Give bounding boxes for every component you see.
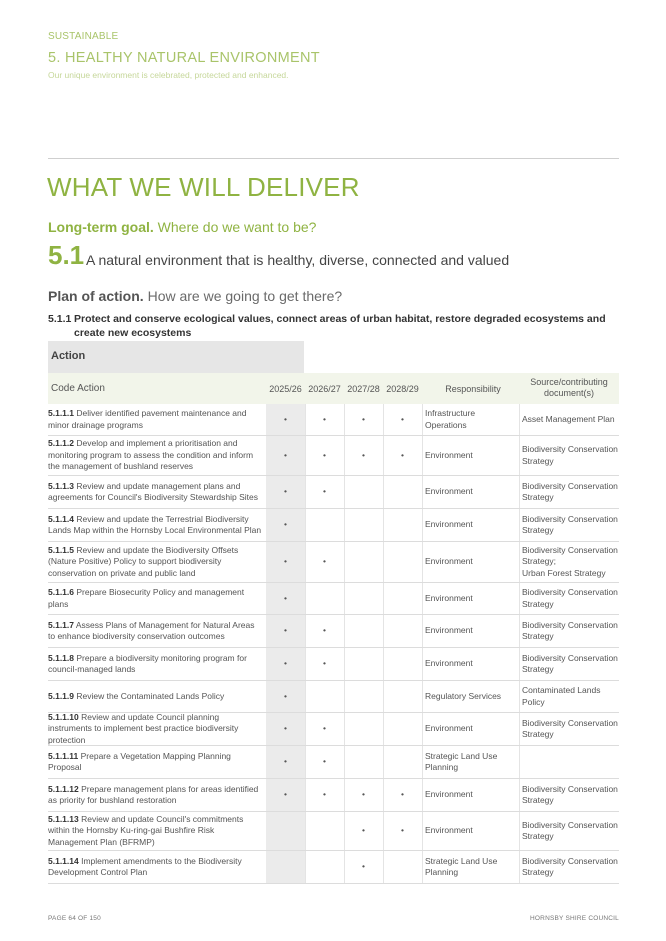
- column-divider: [305, 615, 306, 647]
- goal-question: Where do we want to be?: [153, 219, 317, 235]
- year-2-cell: [305, 615, 344, 647]
- responsibility-cell: Strategic Land Use Planning: [425, 855, 498, 877]
- action-text: Review the Contaminated Lands Policy: [74, 690, 225, 701]
- column-divider: [519, 746, 520, 778]
- year-1-cell: [266, 713, 305, 745]
- year-1-cell: [266, 746, 305, 778]
- column-divider: [422, 779, 423, 811]
- action-text: Review and update the Biodiversity Offsets (Nature Positive) Policy to support biodiversity conservation on private and public land: [48, 544, 239, 578]
- year-4-cell: [383, 476, 422, 508]
- action-cell: [48, 681, 262, 712]
- year-2-cell: [305, 436, 344, 475]
- year-2-cell: [305, 851, 344, 883]
- year-3-cell: [344, 851, 383, 883]
- column-divider: [344, 436, 345, 475]
- scheduled-bullet-icon: •: [323, 413, 326, 424]
- action-cell: [48, 812, 262, 850]
- scheduled-bullet-icon: •: [323, 756, 326, 767]
- table-row: [48, 509, 619, 542]
- action-code: 5.1.1.6: [48, 587, 74, 597]
- column-divider: [305, 583, 306, 614]
- column-divider: [344, 509, 345, 541]
- table-row: [48, 746, 619, 779]
- action-text: Review and update the Terrestrial Biodiversity Lands Map within the Hornsby Local Environmental Plan: [48, 513, 262, 535]
- column-divider: [519, 583, 520, 614]
- objective-text: A natural environment that is healthy, diverse, connected and valued: [86, 252, 510, 268]
- action-text: Deliver identified pavement maintenance and minor drainage programs: [48, 408, 247, 430]
- year-3-cell: [344, 681, 383, 712]
- column-divider: [519, 542, 520, 582]
- year-4-cell: [383, 746, 422, 778]
- year-2-cell: [305, 779, 344, 811]
- action-description: [48, 653, 262, 676]
- scheduled-bullet-icon: •: [323, 625, 326, 636]
- source-document-cell: Biodiversity Conservation Strategy: [522, 444, 618, 466]
- scheduled-bullet-icon: •: [362, 449, 365, 460]
- year-2-cell: [305, 583, 344, 614]
- year-4-cell: [383, 713, 422, 745]
- column-divider: [383, 615, 384, 647]
- scheduled-bullet-icon: •: [284, 789, 287, 800]
- action-text: Prepare management plans for areas identified as priority for bushland restoration: [48, 783, 259, 805]
- year-2-cell: [305, 542, 344, 582]
- action-description: [48, 784, 262, 807]
- column-divider: [422, 615, 423, 647]
- responsibility-cell: Regulatory Services: [425, 690, 502, 701]
- source-document-cell: Biodiversity Conservation Strategy: [522, 783, 618, 805]
- action-code: 5.1.1.9: [48, 690, 74, 701]
- action-description: [48, 751, 262, 774]
- source-document-cell: Biodiversity Conservation Strategy: [522, 717, 618, 739]
- column-divider: [383, 812, 384, 850]
- year-4-cell: [383, 615, 422, 647]
- column-divider: [519, 779, 520, 811]
- column-divider: [519, 615, 520, 647]
- scheduled-bullet-icon: •: [284, 486, 287, 497]
- responsibility-cell: Environment: [425, 449, 473, 460]
- year-4-cell: [383, 681, 422, 712]
- column-divider: [383, 713, 384, 745]
- column-divider: [422, 713, 423, 745]
- column-divider: [383, 779, 384, 811]
- action-code: 5.1.1.11: [48, 750, 79, 761]
- column-divider: [383, 648, 384, 680]
- column-divider: [344, 615, 345, 647]
- scheduled-bullet-icon: •: [284, 556, 287, 567]
- action-text: Implement amendments to the Biodiversity Development Control Plan: [48, 855, 242, 877]
- action-description: [48, 514, 262, 537]
- scheduled-bullet-icon: •: [401, 449, 404, 460]
- year-3-cell: [344, 436, 383, 475]
- header-year-2: 2026/27: [308, 384, 341, 394]
- goal-label: Long-term goal.: [48, 219, 154, 235]
- column-divider: [344, 542, 345, 582]
- year-1-cell: [266, 648, 305, 680]
- table-row: [48, 648, 619, 681]
- responsibility-cell: Environment: [425, 658, 473, 669]
- column-divider: [344, 476, 345, 508]
- year-4-cell: [383, 851, 422, 883]
- action-cell: [48, 404, 262, 435]
- column-divider: [422, 681, 423, 712]
- year-4-cell: [383, 542, 422, 582]
- action-code: 5.1.1.2: [48, 438, 74, 449]
- year-1-cell: [266, 404, 305, 435]
- year-1-cell: [266, 615, 305, 647]
- column-divider: [344, 779, 345, 811]
- year-4-cell: [383, 812, 422, 850]
- column-divider: [422, 746, 423, 778]
- year-3-cell: [344, 713, 383, 745]
- action-cell: [48, 436, 262, 475]
- action-cell: [48, 509, 262, 541]
- source-document-cell: [522, 746, 619, 778]
- column-divider: [344, 583, 345, 614]
- year-4-cell: [383, 509, 422, 541]
- column-divider: [422, 583, 423, 614]
- year-1-cell: [266, 542, 305, 582]
- year-4-cell: [383, 779, 422, 811]
- scheduled-bullet-icon: •: [323, 449, 326, 460]
- table-header: [48, 373, 619, 404]
- year-2-cell: [305, 713, 344, 745]
- column-divider: [422, 436, 423, 475]
- year-4-cell: [383, 404, 422, 435]
- table-row: [48, 779, 619, 812]
- year-3-cell: [344, 509, 383, 541]
- column-divider: [383, 436, 384, 475]
- scheduled-bullet-icon: •: [362, 789, 365, 800]
- action-text: Review and update Council planning instruments to implement best practice biodiversity protection: [48, 711, 239, 745]
- source-document-cell: Biodiversity Conservation Strategy: [522, 855, 618, 877]
- table-row: [48, 476, 619, 509]
- year-3-cell: [344, 583, 383, 614]
- action-description: [48, 438, 262, 473]
- scheduled-bullet-icon: •: [362, 413, 365, 424]
- divider: [48, 158, 619, 159]
- column-divider: [344, 404, 345, 435]
- column-divider: [519, 436, 520, 475]
- year-2-cell: [305, 681, 344, 712]
- column-divider: [383, 583, 384, 614]
- action-code: 5.1.1.14: [48, 855, 79, 866]
- action-code: 5.1.1.3: [48, 480, 74, 491]
- action-cell: [48, 583, 262, 614]
- column-divider: [519, 851, 520, 883]
- column-divider: [305, 851, 306, 883]
- scheduled-bullet-icon: •: [323, 556, 326, 567]
- action-text: Review and update management plans and agreements for Council's Biodiversity Stewardship Sites: [48, 480, 258, 502]
- scheduled-bullet-icon: •: [401, 825, 404, 836]
- table-row: [48, 615, 619, 648]
- year-2-cell: [305, 404, 344, 435]
- column-divider: [383, 509, 384, 541]
- action-description: [48, 856, 262, 879]
- action-description: [48, 587, 262, 610]
- goal-heading: [48, 219, 316, 235]
- action-description: [48, 545, 262, 580]
- column-divider: [383, 851, 384, 883]
- column-divider: [519, 404, 520, 435]
- column-divider: [519, 713, 520, 745]
- action-code: 5.1.1.10: [48, 711, 79, 722]
- action-cell: [48, 648, 262, 680]
- action-cell: [48, 746, 262, 778]
- year-1-cell: [266, 779, 305, 811]
- column-divider: [305, 476, 306, 508]
- action-cell: [48, 779, 262, 811]
- year-3-cell: [344, 779, 383, 811]
- scheduled-bullet-icon: •: [284, 413, 287, 424]
- year-1-cell: [266, 851, 305, 883]
- action-text: Develop and implement a prioritisation and monitoring program to assess the condition and inform the management of bushland reserves: [48, 438, 254, 472]
- action-cell: [48, 851, 262, 883]
- responsibility-cell: Environment: [425, 789, 473, 800]
- action-code: 5.1.1.7: [48, 619, 74, 630]
- column-divider: [519, 648, 520, 680]
- source-document-cell: Biodiversity Conservation Strategy: [522, 819, 618, 841]
- footer-council-name: HORNSBY SHIRE COUNCIL: [530, 915, 619, 922]
- table-row: [48, 404, 619, 436]
- scheduled-bullet-icon: •: [362, 825, 365, 836]
- scheduled-bullet-icon: •: [284, 723, 287, 734]
- action-description: [48, 481, 262, 504]
- column-divider: [383, 476, 384, 508]
- objective-number: 5.1: [48, 240, 85, 270]
- column-divider: [305, 542, 306, 582]
- scheduled-bullet-icon: •: [284, 519, 287, 530]
- year-2-cell: [305, 509, 344, 541]
- scheduled-bullet-icon: •: [284, 658, 287, 669]
- year-3-cell: [344, 476, 383, 508]
- action-code: 5.1.1.5: [48, 544, 74, 555]
- plan-question: How are we going to get there?: [143, 288, 343, 304]
- source-document-cell: Biodiversity Conservation Strategy: [522, 480, 618, 502]
- page-title: WHAT WE WILL DELIVER: [47, 172, 360, 202]
- column-divider: [519, 681, 520, 712]
- column-divider: [305, 648, 306, 680]
- column-divider: [305, 713, 306, 745]
- action-code: 5.1.1.8: [48, 652, 74, 663]
- year-4-cell: [383, 583, 422, 614]
- source-document-cell: Biodiversity Conservation Strategy; Urban Forest Strategy: [522, 544, 618, 578]
- scheduled-bullet-icon: •: [401, 789, 404, 800]
- strategy-number: 5.1.1: [48, 313, 72, 325]
- action-table-body: [48, 404, 619, 884]
- scheduled-bullet-icon: •: [284, 625, 287, 636]
- source-document-cell: Biodiversity Conservation Strategy: [522, 619, 618, 641]
- column-divider: [383, 681, 384, 712]
- responsibility-cell: Environment: [425, 519, 473, 530]
- section-tagline: Our unique environment is celebrated, protected and enhanced.: [48, 70, 289, 80]
- column-divider: [383, 404, 384, 435]
- column-divider: [305, 812, 306, 850]
- year-2-cell: [305, 812, 344, 850]
- year-4-cell: [383, 648, 422, 680]
- action-group-header: [48, 341, 304, 373]
- column-divider: [422, 851, 423, 883]
- scheduled-bullet-icon: •: [284, 592, 287, 603]
- column-divider: [344, 851, 345, 883]
- action-code: 5.1.1.1: [48, 408, 74, 418]
- action-description: [48, 408, 262, 431]
- column-divider: [305, 436, 306, 475]
- column-divider: [422, 404, 423, 435]
- source-document-cell: Contaminated Lands Policy: [522, 685, 601, 707]
- column-divider: [422, 648, 423, 680]
- action-cell: [48, 476, 262, 508]
- column-divider: [305, 779, 306, 811]
- scheduled-bullet-icon: •: [323, 486, 326, 497]
- column-divider: [383, 746, 384, 778]
- source-document-cell: Biodiversity Conservation Strategy: [522, 587, 618, 609]
- action-code: 5.1.1.12: [48, 783, 79, 794]
- responsibility-cell: Environment: [425, 625, 473, 636]
- table-row: [48, 583, 619, 615]
- responsibility-cell: Strategic Land Use Planning: [425, 750, 498, 772]
- action-code: 5.1.1.4: [48, 513, 74, 524]
- header-year-1: 2025/26: [269, 384, 302, 394]
- responsibility-cell: Infrastructure Operations: [425, 408, 476, 430]
- column-divider: [422, 476, 423, 508]
- year-4-cell: [383, 436, 422, 475]
- column-divider: [344, 648, 345, 680]
- year-3-cell: [344, 542, 383, 582]
- responsibility-cell: Environment: [425, 486, 473, 497]
- year-1-cell: [266, 476, 305, 508]
- column-divider: [305, 746, 306, 778]
- header-year-4: 2028/29: [386, 384, 419, 394]
- responsibility-cell: Environment: [425, 825, 473, 836]
- scheduled-bullet-icon: •: [284, 756, 287, 767]
- header-year-3: 2027/28: [347, 384, 380, 394]
- responsibility-cell: Environment: [425, 556, 473, 567]
- column-divider: [422, 509, 423, 541]
- column-divider: [383, 542, 384, 582]
- column-divider: [305, 509, 306, 541]
- scheduled-bullet-icon: •: [284, 690, 287, 701]
- year-1-cell: [266, 509, 305, 541]
- action-description: [48, 814, 262, 849]
- header-code-action: Code Action: [51, 383, 105, 394]
- table-row: [48, 851, 619, 884]
- action-text: Prepare a biodiversity monitoring program for council-managed lands: [48, 652, 247, 674]
- header-source: Source/contributing document(s): [530, 377, 608, 398]
- responsibility-cell: Environment: [425, 723, 473, 734]
- column-divider: [422, 812, 423, 850]
- header-responsibility: Responsibility: [445, 384, 501, 394]
- column-divider: [344, 713, 345, 745]
- section-title: 5. HEALTHY NATURAL ENVIRONMENT: [48, 50, 320, 66]
- year-1-cell: [266, 583, 305, 614]
- column-divider: [519, 812, 520, 850]
- strategy-text: Protect and conserve ecological values, connect areas of urban habitat, restore degraded ecosystems and create new ecosystems: [74, 313, 606, 339]
- scheduled-bullet-icon: •: [284, 449, 287, 460]
- plan-heading: [48, 288, 342, 304]
- source-document-cell: Biodiversity Conservation Strategy: [522, 652, 618, 674]
- table-row: [48, 542, 619, 583]
- action-description: [48, 691, 224, 703]
- column-divider: [305, 404, 306, 435]
- year-1-cell: [266, 436, 305, 475]
- year-3-cell: [344, 404, 383, 435]
- source-document-cell: Asset Management Plan: [522, 413, 615, 424]
- scheduled-bullet-icon: •: [362, 861, 365, 872]
- year-3-cell: [344, 812, 383, 850]
- action-text: Prepare Biosecurity Policy and management plans: [48, 587, 245, 609]
- column-divider: [305, 681, 306, 712]
- section-kicker: SUSTAINABLE: [48, 31, 119, 42]
- column-divider: [422, 542, 423, 582]
- action-cell: [48, 615, 262, 647]
- responsibility-cell: Environment: [425, 592, 473, 603]
- action-text: Assess Plans of Management for Natural Areas to enhance biodiversity conservation outcomes: [48, 619, 255, 641]
- year-3-cell: [344, 615, 383, 647]
- table-row: [48, 681, 619, 713]
- scheduled-bullet-icon: •: [323, 789, 326, 800]
- action-code: 5.1.1.13: [48, 813, 79, 824]
- page-number: PAGE 64 OF 150: [48, 915, 101, 922]
- year-3-cell: [344, 648, 383, 680]
- action-text: Review and update Council's commitments within the Hornsby Ku-ring-gai Bushfire Risk Management Plan (BFRMP): [48, 813, 244, 847]
- table-row: [48, 713, 619, 746]
- year-2-cell: [305, 648, 344, 680]
- year-1-cell: [266, 681, 305, 712]
- column-divider: [344, 812, 345, 850]
- action-group-label: Action: [51, 350, 86, 362]
- year-3-cell: [344, 746, 383, 778]
- column-divider: [344, 746, 345, 778]
- table-row: [48, 436, 619, 476]
- year-2-cell: [305, 746, 344, 778]
- scheduled-bullet-icon: •: [401, 413, 404, 424]
- action-cell: [48, 713, 262, 745]
- action-cell: [48, 542, 262, 582]
- table-row: [48, 812, 619, 851]
- column-divider: [519, 476, 520, 508]
- scheduled-bullet-icon: •: [323, 723, 326, 734]
- column-divider: [519, 509, 520, 541]
- source-document-cell: Biodiversity Conservation Strategy: [522, 513, 618, 535]
- action-description: [48, 620, 262, 643]
- column-divider: [344, 681, 345, 712]
- year-2-cell: [305, 476, 344, 508]
- action-description: [48, 712, 262, 747]
- plan-label: Plan of action.: [48, 288, 144, 304]
- action-text: Prepare a Vegetation Mapping Planning Proposal: [48, 750, 231, 772]
- scheduled-bullet-icon: •: [323, 658, 326, 669]
- year-1-cell: [266, 812, 305, 850]
